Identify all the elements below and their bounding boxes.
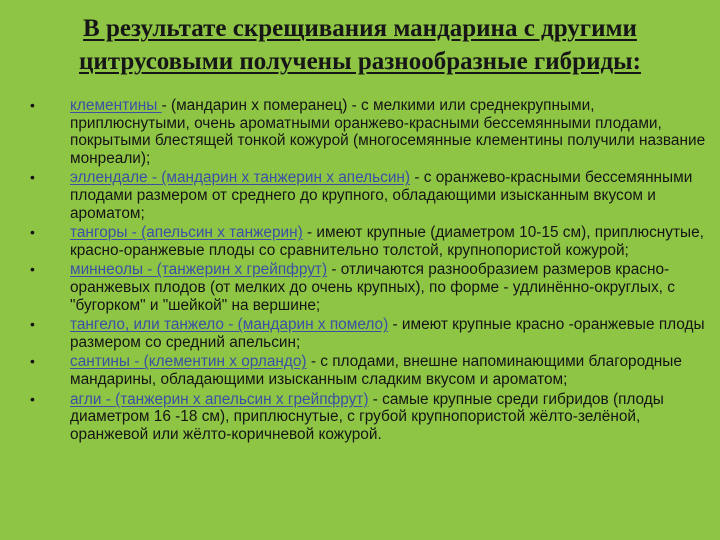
hybrid-description: - (мандарин х померанец) - с мелкими или среднекрупными, приплюснутыми, очень ароматными оранжево-красными бессемянными плодами, покрытыми блестящей тонкой кожурой (многосемянные клементины получили название монреали); — [70, 97, 706, 167]
list-item — [30, 316, 710, 351]
hybrid-description: - имеют крупные красно -оранжевые плоды размером со средний апельсин; — [70, 316, 705, 351]
hybrids-list — [30, 97, 710, 445]
hybrid-term: тангоры - (апельсин х танжерин) — [70, 224, 303, 242]
list-item — [30, 391, 710, 444]
bullet-icon: • — [30, 353, 35, 370]
bullet-icon: • — [30, 169, 35, 186]
slide-title: В результате скрещивания мандарина с другими цитрусовыми получены разнообразные гибриды: — [79, 15, 641, 75]
hybrid-description: - самые крупные среди гибридов (плоды диаметром 16 -18 см), приплюснутые, с грубой крупнопористой жёлто-зелёной, оранжевой или жёлто-коричневой кожурой. — [70, 390, 664, 443]
hybrid-description: - с плодами, внешне напоминающими благородные мандарины, обладающими изысканным сладким вкусом и ароматом; — [70, 353, 682, 388]
hybrid-term: агли - (танжерин х апельсин х грейпфрут) — [70, 390, 369, 408]
hybrid-term: клементины — [70, 97, 162, 114]
hybrid-description: - с оранжево-красными бессемянными плодами размером от среднего до крупного, обладающими изысканным вкусом и ароматом; — [70, 169, 693, 222]
hybrid-term: эллендале - (мандарин х танжерин х апельсин) — [70, 169, 411, 187]
list-item — [30, 97, 710, 167]
bullet-icon: • — [30, 224, 35, 241]
hybrid-term: тангело, или танжело - (мандарин х помело) — [70, 316, 389, 334]
bullet-icon: • — [30, 390, 35, 407]
hybrid-term: сантины - (клементин х орландо) — [70, 353, 307, 371]
hybrid-description: - отличаются разнообразием размеров красно-оранжевых плодов (от мелких до очень крупных), по форме - удлинённо-округлых, с "бугорком" и "шейкой" на вершине; — [70, 261, 675, 314]
list-item — [30, 261, 710, 314]
list-item — [30, 169, 710, 222]
list-item — [30, 353, 710, 388]
hybrid-description: - имеют крупные (диаметром 10-15 см), приплюснутые, красно-оранжевые плоды со сравнительно толстой, крупнопористой кожурой; — [70, 224, 704, 259]
bullet-icon: • — [30, 316, 35, 333]
list-item — [30, 224, 710, 259]
hybrid-term: миннеолы - (танжерин х грейпфрут) — [70, 261, 328, 279]
bullet-icon: • — [30, 261, 35, 278]
bullet-icon: • — [30, 97, 35, 113]
